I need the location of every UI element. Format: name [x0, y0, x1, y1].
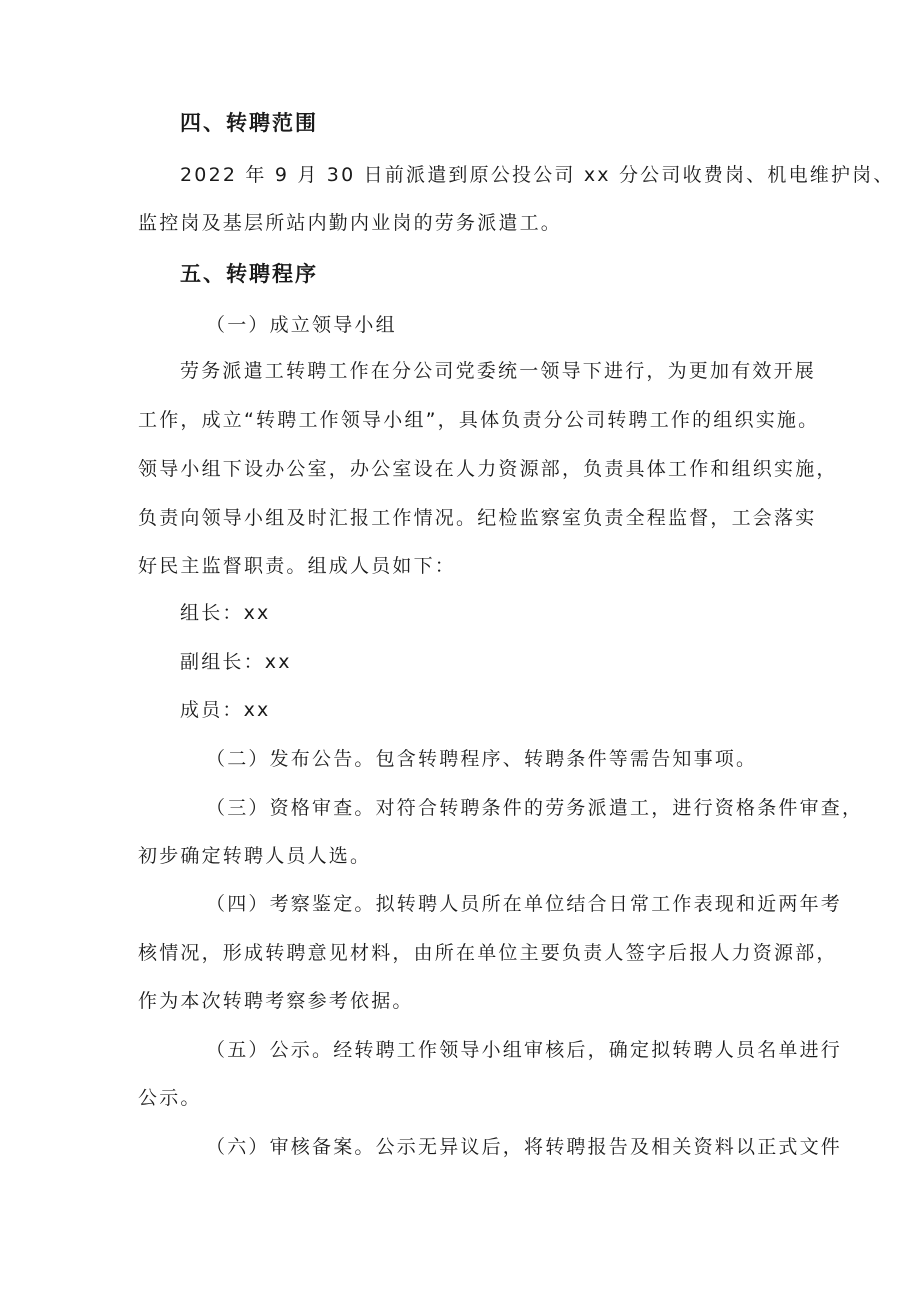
paragraph-line: 作为本次转聘考察参考依据。	[138, 990, 414, 1012]
paragraph-line: 工作，成立“转聘工作领导小组”，具体负责分公司转聘工作的组织实施。	[138, 409, 820, 431]
paragraph-line: 好民主监督职责。组成人员如下：	[138, 555, 457, 577]
member-list: 成员：xx	[180, 699, 271, 721]
paragraph-line: （五）公示。经转聘工作领导小组审核后，确定拟转聘人员名单进行	[206, 1039, 843, 1061]
paragraph-line: （三）资格审查。对符合转聘条件的劳务派遣工，进行资格条件审查，	[206, 797, 864, 819]
subsection-heading: （一）成立领导小组	[206, 314, 397, 336]
paragraph-line: 领导小组下设办公室，办公室设在人力资源部，负责具体工作和组织实施，	[138, 458, 838, 480]
paragraph-line: （二）发布公告。包含转聘程序、转聘条件等需告知事项。	[206, 748, 758, 770]
paragraph-line: 初步确定转聘人员人选。	[138, 845, 372, 867]
paragraph-line: （六）审核备案。公示无异议后，将转聘报告及相关资料以正式文件	[206, 1136, 843, 1158]
paragraph-line: 监控岗及基层所站内勤内业岗的劳务派遣工。	[138, 212, 563, 234]
paragraph-line: 负责向领导小组及时汇报工作情况。纪检监察室负责全程监督，工会落实	[138, 507, 817, 529]
member-deputy: 副组长：xx	[180, 651, 292, 673]
paragraph-line: （四）考察鉴定。拟转聘人员所在单位结合日常工作表现和近两年考	[206, 893, 843, 915]
paragraph-line: 公示。	[138, 1087, 202, 1109]
section-heading-procedure: 五、转聘程序	[180, 262, 318, 286]
member-leader: 组长：xx	[180, 602, 271, 624]
section-heading-scope: 四、转聘范围	[180, 111, 318, 135]
paragraph-line: 2022 年 9 月 30 日前派遣到原公投公司 xx 分公司收费岗、机电维护岗、	[180, 164, 895, 186]
paragraph-line: 核情况，形成转聘意见材料，由所在单位主要负责人签字后报人力资源部，	[138, 942, 838, 964]
paragraph-line: 劳务派遣工转聘工作在分公司党委统一领导下进行，为更加有效开展	[180, 360, 817, 382]
